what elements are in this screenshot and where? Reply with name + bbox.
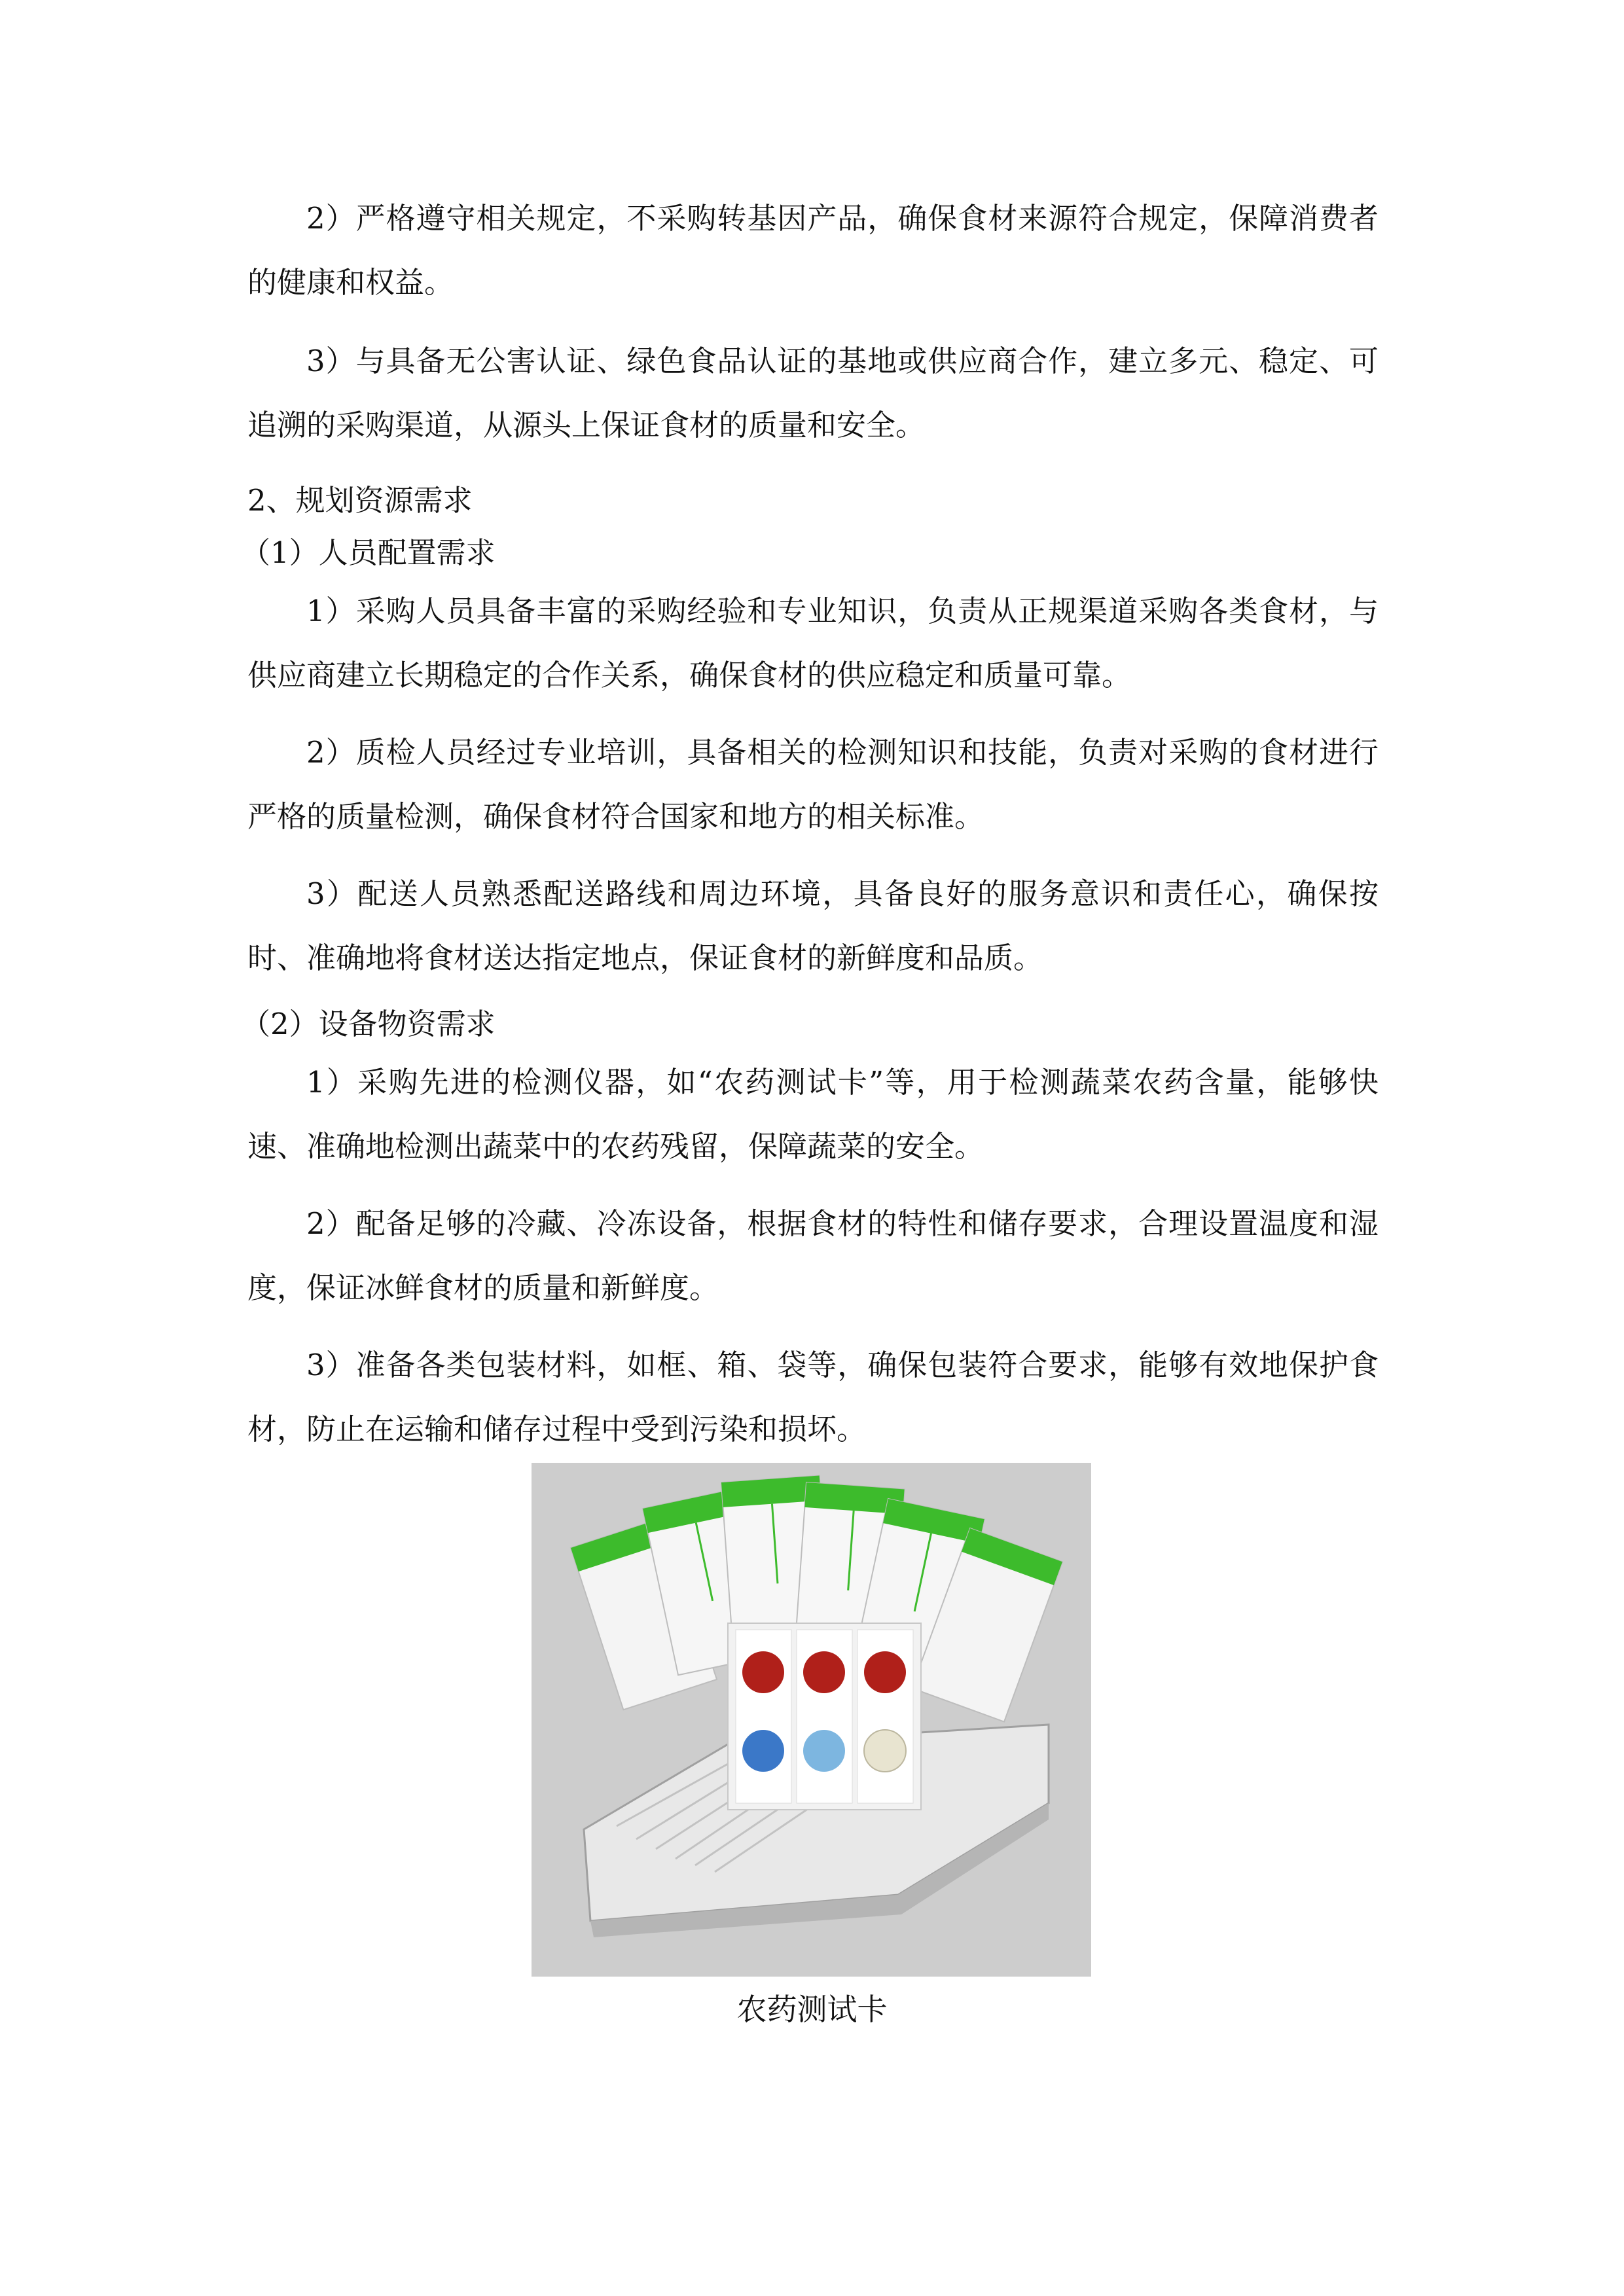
red-dot-2 [803, 1651, 845, 1693]
test-card-strip [728, 1623, 921, 1810]
equipment-item-1: 1）采购先进的检测仪器，如“农药测试卡”等，用于检测蔬菜农药含量，能够快速、准确地检测出蔬菜中的农药残留，保障蔬菜的安全。 [247, 1065, 1379, 1164]
paragraph-top-1: 2）严格遵守相关规定，不采购转基因产品，确保食材来源符合规定，保障消费者的健康和权益。 [247, 201, 1379, 300]
personnel-item-2: 2）质检人员经过专业培训，具备相关的检测知识和技能，负责对采购的食材进行严格的质量检测，确保食材符合国家和地方的相关标准。 [247, 735, 1379, 834]
cream-dot [864, 1730, 906, 1772]
top-paragraphs [247, 187, 1379, 457]
section-2 [241, 475, 1379, 990]
light-blue-dot [803, 1730, 845, 1772]
equipment-item-3: 3）准备各类包装材料，如框、箱、袋等，确保包装符合要求，能够有效地保护食材，防止在运输和储存过程中受到污染和损坏。 [247, 1348, 1379, 1446]
paragraph-top-2: 3）与具备无公害认证、绿色食品认证的基地或供应商合作，建立多元、稳定、可追溯的采购渠道，从源头上保证食材的质量和安全。 [247, 344, 1379, 442]
pesticide-test-card-illustration [532, 1463, 1091, 1977]
personnel-item-3: 3）配送人员熟悉配送路线和周边环境，具备良好的服务意识和责任心，确保按时、准确地将食材送达指定地点，保证食材的新鲜度和品质。 [247, 876, 1379, 975]
figure-caption: 农药测试卡 [736, 1992, 888, 2027]
section-2-title: 2、规划资源需求 [247, 483, 473, 518]
blue-dot [742, 1730, 784, 1772]
personnel-item-1: 1）采购人员具备丰富的采购经验和专业知识，负责从正规渠道采购各类食材，与供应商建立长期稳定的合作关系，确保食材的供应稳定和质量可靠。 [247, 594, 1379, 692]
equipment-item-2: 2）配备足够的冷藏、冷冻设备，根据食材的特性和储存要求，合理设置温度和湿度，保证冰鲜食材的质量和新鲜度。 [247, 1206, 1379, 1305]
personnel-title: （1）人员配置需求 [241, 535, 496, 570]
red-dot-3 [864, 1651, 906, 1693]
red-dot-1 [742, 1651, 784, 1693]
equipment-title: （2）设备物资需求 [241, 1007, 496, 1041]
pesticide-test-card-photo [532, 1463, 1091, 1977]
equipment-section [241, 998, 1379, 1462]
